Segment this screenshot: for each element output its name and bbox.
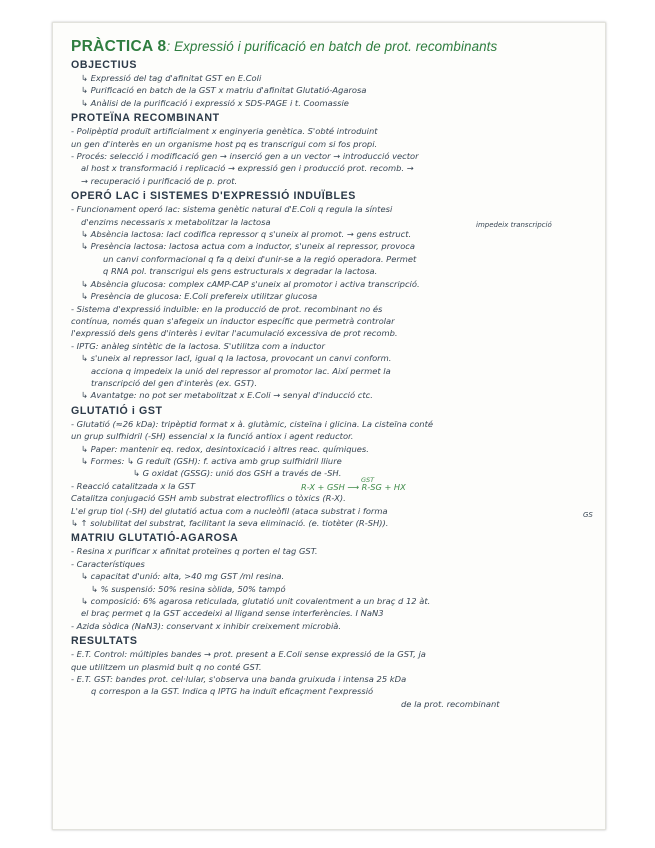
resultats-heading: RESULTATS [71,635,138,648]
page-title [71,37,595,56]
reaction-equation: R-X + GSH ⟶ R-SG + HX [301,481,406,492]
resultats-line: de la prot. recombinant [401,698,500,709]
operon-line: ↳ Presència lactosa: lactosa actua com a inductor, s'uneix al repressor, provoca [81,241,415,252]
glutatio-line-text: - Reacció catalitzada x la GST [71,480,196,491]
glutatio-line: Catalitza conjugació GSH amb substrat electrofílics o tòxics (R-X). [71,493,346,504]
operon-line: acciona q impedeix la unió del repressor al promotor lac. Així permet la [91,365,391,376]
margin-note: GS [583,510,593,519]
glutatio-line: ↳ ↑ solubilitat del substrat, facilitant la seva eliminació. (e. tiotèter (R-SH)). [71,518,389,528]
resultats-line: q correspon a la GST. Indica q IPTG ha induït eficaçment l'expressió [91,686,374,697]
operon-line: contínua, només quan s'afegeix un inductor específic que permetrà controlar [71,315,395,326]
matriu-line: - Característiques [71,558,145,569]
glutatio-line-text: L'el grup tiol (-SH) del glutatió actua com a nucleòfil (ataca substrat i forma [71,505,388,516]
operon-line: - IPTG: anàleg sintètic de la lactosa. S'utilitza com a inductor [71,340,325,351]
resultats-line: que utilitzem un plasmid buit q no conté GST. [71,661,262,672]
operon-line: ↳ Presència de glucosa: E.Coli prefereix utilitzar glucosa [81,291,318,302]
matriu-line: el braç permet q la GST accedeixi al lligand sense interferències. I NaN3 [81,608,384,619]
operon-line: ↳ Absència lactosa: lacI codifica repressor q s'uneix al promot. → gens estruct. [81,229,412,240]
proteina-line: → recuperació i purificació de p. prot. [81,175,238,186]
operon-line: - Sistema d'expressió induïble: en la producció de prot. recombinant no és [71,303,383,314]
objectius-heading: OBJECTIUS [71,59,138,71]
reaction-enzyme-label: GST [361,475,375,484]
operon-line-text: d'enzims necessaris x metabolitzar la lactosa [81,216,271,227]
glutatio-line: ↳ Formes: ↳ G reduït (GSH): f. activa amb grup sulfhidril lliure [81,455,342,466]
notebook-page [52,22,606,830]
matriu-line: ↳ composició: 6% agarosa reticulada, glutatió unit covalentment a un braç d 12 àt. [81,596,431,607]
operon-line: ↳ Avantatge: no pot ser metabolitzat x E.Coli → senyal d'inducció ctc. [81,390,373,401]
operon-line: q RNA pol. transcrigui els gens estructurals x degradar la lactosa. [103,266,378,277]
resultats-line: - E.T. GST: bandes prot. cel·lular, s'observa una banda gruixuda i intensa 25 kDa [71,674,407,685]
operon-line [71,216,595,228]
matriu-line: ↳ % suspensió: 50% resina sòlida, 50% tampó [91,583,286,594]
proteina-line: al host x transformació i replicació → expressió gen i producció prot. recomb. → [81,163,414,174]
proteina-heading: PROTEÏNA RECOMBINANT [71,112,220,125]
margin-note: impedeix transcripció [476,220,552,229]
glutatio-line: ↳ Paper: mantenir eq. redox, desintoxicació i altres reac. químiques. [81,443,369,454]
operon-line: - Funcionament operó lac: sistema genètic natural d'E.Coli q regula la síntesi [71,204,393,215]
operon-line: un canvi conformacional q fa q deixi d'unir-se a la regió operadora. Permet [103,253,417,264]
matriu-line: ↳ capacitat d'unió: alta, >40 mg GST /ml resina. [81,571,285,582]
operon-line: transcripció del gen d'interès (ex. GST). [91,377,258,388]
glutatio-line: ↳ G oxidat (GSSG): unió dos GSH a través de -SH. [133,468,342,479]
matriu-heading: MATRIU GLUTATIÓ-AGAROSA [71,532,239,545]
notes-content [71,37,595,710]
matriu-line: - Azida sòdica (NaN3): conservant x inhibir creixement microbià. [71,620,342,631]
glutatio-heading: GLUTATIÓ i GST [71,404,163,417]
operon-line: l'expressió dels gens d'interès i evitar l'acumulació excessiva de prot recomb. [71,328,398,339]
operon-heading: OPERÓ LAC i SISTEMES D'EXPRESSIÓ INDUÏBLES [71,190,356,203]
proteina-line: un gen d'interès en un organisme host pq es transcrigui com si fos propi. [71,138,378,149]
glutatio-reaction-line [71,475,595,492]
glutatio-line: un grup sulfhidril (-SH) essencial x la funció antiox i agent reductor. [71,431,354,442]
proteina-line: - Polipèptid produït artificialment x enginyeria genètica. S'obté introduint [71,126,378,137]
glutatio-line [71,505,595,517]
resultats-line: - E.T. Control: múltiples bandes → prot. present a E.Coli sense expressió de la GST, ja [71,649,426,660]
objectiu-item: ↳ Expressió del tag d'afinitat GST en E.Coli [81,73,262,83]
operon-line: ↳ Absència glucosa: complex cAMP-CAP s'uneix al promotor i activa transcripció. [81,278,420,289]
title-lead: PRÀCTICA 8 [71,38,167,55]
proteina-line: - Procés: selecció i modificació gen → inserció gen a un vector → introducció vector [71,151,419,162]
matriu-line: - Resina x purificar x afinitat proteïnes q porten el tag GST. [71,546,318,557]
glutatio-line: - Glutatió (≈26 kDa): tripèptid format x à. glutàmic, cisteïna i glicina. La cisteïna conté [71,418,433,429]
objectiu-item: ↳ Anàlisi de la purificació i expressió x SDS-PAGE i t. Coomassie [81,97,349,108]
operon-line: ↳ s'uneix al repressor lacI, igual q la lactosa, provocant un canvi conform. [81,353,392,364]
objectiu-item: ↳ Purificació en batch de la GST x matriu d'afinitat Glutatió-Agarosa [81,85,367,96]
title-rest: : Expressió i purificació en batch de prot. recombinants [166,39,498,54]
